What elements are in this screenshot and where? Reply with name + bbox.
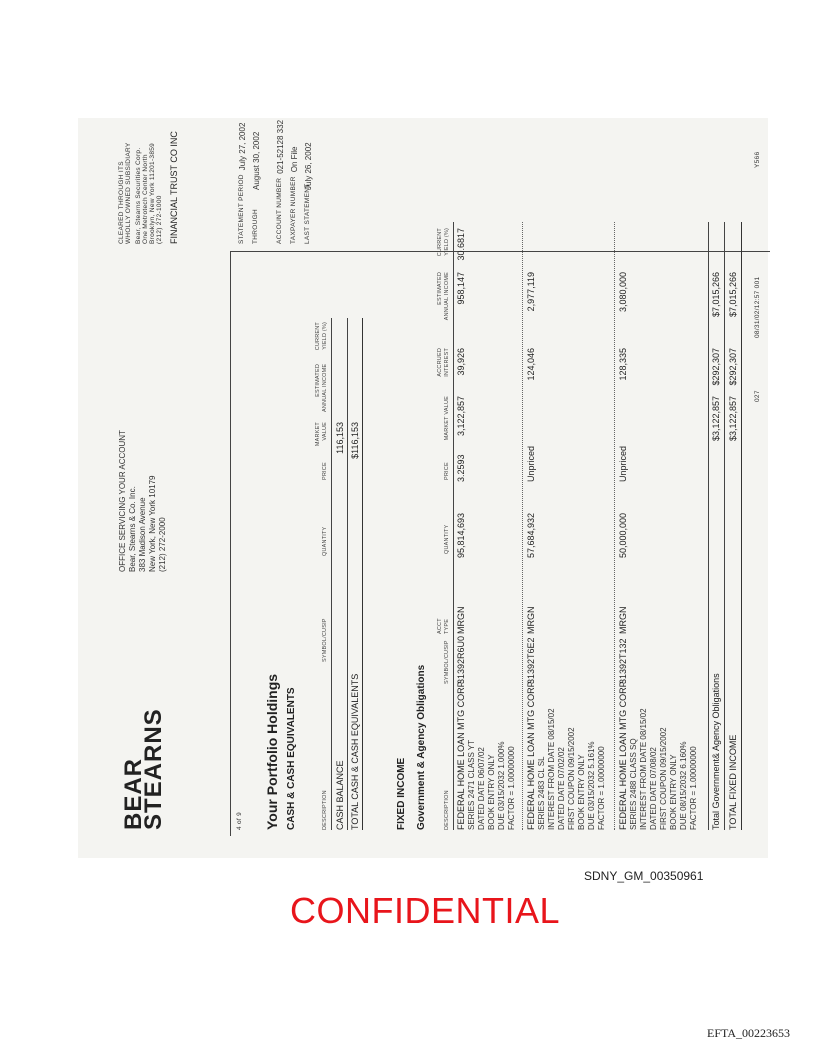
price-3: Unpriced xyxy=(618,445,628,482)
cash-balance-label: CASH BALANCE xyxy=(335,760,345,830)
account-name: FINANCIAL TRUST CO INC xyxy=(169,131,179,244)
clearing-line: Bear, Stearns Securities Corp. xyxy=(135,147,142,244)
office-line: Bear, Stearns & Co. Inc. xyxy=(128,486,137,572)
cash-total-label: TOTAL CASH & CASH EQUIVALENTS xyxy=(350,673,360,830)
cash-section-heading: CASH & CASH EQUIVALENTS xyxy=(286,687,297,830)
fi-col-acct-type xyxy=(437,618,451,634)
quantity-3: 50,000,000 xyxy=(618,512,628,558)
bond-description-1 xyxy=(456,681,517,830)
bond-description-3 xyxy=(618,681,699,830)
scanned-statement-page xyxy=(78,118,768,858)
col-market-value xyxy=(315,422,329,462)
description-line: SERIES 2488 CLASS SQ xyxy=(629,738,638,830)
taxpayer-label: TAXPAYER NUMBER xyxy=(290,176,297,244)
description-line: DATED DATE 07/08/02 xyxy=(649,747,658,830)
confidential-stamp: CONFIDENTIAL xyxy=(290,890,561,931)
cash-total-value: $116,153 xyxy=(350,422,360,459)
description-line: FIRST COUPON 09/15/2002 xyxy=(659,727,668,830)
yield-1: 30.6817 xyxy=(456,228,466,261)
description-line: BOOK ENTRY ONLY xyxy=(577,754,586,830)
cusip-3: 31392T132 xyxy=(618,638,628,684)
description-line: BOOK ENTRY ONLY xyxy=(487,754,496,830)
clearing-line: Brooklyn, New York 11201-3859 xyxy=(149,142,156,244)
accrued-3: 128,335 xyxy=(618,348,628,381)
clearing-line: (212) 272-1000 xyxy=(156,195,163,244)
est-income-3: 3,080,000 xyxy=(618,272,628,313)
fi-col-description: DESCRIPTION xyxy=(444,790,450,830)
col-symbol: SYMBOL/CUSIP xyxy=(322,618,328,662)
rotated-statement-content xyxy=(78,118,768,858)
description-line: SERIES 2483 CL SL xyxy=(537,756,546,830)
fi-col-estimated-income xyxy=(437,272,451,328)
clearing-heading: WHOLLY OWNED SUBSIDIARY xyxy=(125,142,132,244)
total-gov-market-value: $3,122,857 xyxy=(711,396,721,442)
description-line: FEDERAL HOME LOAN MTG CORP xyxy=(618,681,628,830)
accrued-1: 39,926 xyxy=(456,348,466,376)
total-gov-rule xyxy=(724,222,725,830)
last-statement-value: July 26, 2002 xyxy=(304,142,313,190)
cash-balance-value: 116,153 xyxy=(335,422,345,454)
fi-header-rule xyxy=(453,222,454,830)
acct-type-2: MRGN xyxy=(526,606,536,634)
last-statement-label: LAST STATEMENT xyxy=(304,183,311,244)
through-value: August 30, 2002 xyxy=(252,131,261,190)
quantity-1: 95,814,693 xyxy=(456,512,466,558)
fixed-income-heading: FIXED INCOME xyxy=(396,757,407,830)
total-fixed-accrued: $292,307 xyxy=(728,348,738,386)
totals-rule xyxy=(708,222,709,830)
description-line: FEDERAL HOME LOAN MTG CORP xyxy=(526,681,536,830)
total-fixed-label: TOTAL FIXED INCOME xyxy=(728,734,738,830)
total-fixed-rule xyxy=(741,222,742,830)
col-description: DESCRIPTION xyxy=(322,790,328,830)
total-gov-income: $7,015,266 xyxy=(711,272,721,318)
fi-col-accrued xyxy=(437,348,451,388)
bond-description-2 xyxy=(526,681,607,830)
row-separator xyxy=(614,222,615,830)
description-line: INTEREST FROM DATE 08/15/02 xyxy=(547,708,556,830)
footer-timestamp: 08/31/02/12:57 001 xyxy=(754,276,761,338)
header-line: ANNUAL INCOME xyxy=(444,272,450,321)
description-line: DUE 03/15/2032 1.000% xyxy=(497,741,506,830)
header-line: ACCRUED xyxy=(437,348,443,377)
col-current-yield xyxy=(315,322,329,358)
header-rule xyxy=(230,252,231,836)
statement-period-label: STATEMENT PERIOD xyxy=(238,174,245,244)
fi-col-current-yield xyxy=(437,228,451,268)
header-line: ANNUAL INCOME xyxy=(322,363,328,412)
bates-number: SDNY_GM_00350961 xyxy=(584,869,704,883)
col-estimated-income xyxy=(315,364,329,412)
total-fixed-market-value: $3,122,857 xyxy=(728,396,738,442)
bear-stearns-logo xyxy=(120,708,167,830)
header-line: ESTIMATED xyxy=(315,364,321,397)
office-line: (212) 272-2000 xyxy=(158,517,167,572)
clearing-line: One Metrotech Center North xyxy=(142,154,149,244)
cusip-1: 31392R6U0 xyxy=(456,635,466,684)
col-price: PRICE xyxy=(322,462,328,480)
total-gov-label: Total Government& Agency Obligations xyxy=(711,673,721,830)
est-income-1: 958,147 xyxy=(456,272,466,305)
accrued-2: 124,046 xyxy=(526,348,536,381)
acct-type-3: MRGN xyxy=(618,606,628,634)
header-line: ESTIMATED xyxy=(437,272,443,305)
cash-header-rule xyxy=(331,318,332,830)
through-label: THROUGH xyxy=(252,209,259,244)
clearing-block xyxy=(118,131,180,244)
total-gov-accrued: $292,307 xyxy=(711,348,721,386)
header-line: CURRENT xyxy=(315,322,321,351)
header-line: VALUE xyxy=(322,422,328,441)
description-line: FACTOR = 1.00000000 xyxy=(689,746,698,830)
est-income-2: 2,977,119 xyxy=(526,272,536,312)
acct-type-1: MRGN xyxy=(456,606,466,634)
header-line: MARKET xyxy=(315,422,321,447)
fi-col-quantity: QUANTITY xyxy=(444,524,450,554)
row-separator xyxy=(522,222,523,830)
footer-code: 027 xyxy=(754,390,761,402)
office-servicing-block xyxy=(118,430,168,572)
office-heading: OFFICE SERVICING YOUR ACCOUNT xyxy=(118,430,127,572)
vertical-divider xyxy=(230,251,770,252)
header-line: INTEREST xyxy=(444,348,450,377)
description-line: SERIES 2471 CLASS YT xyxy=(467,739,476,830)
logo-line-1: BEAR xyxy=(120,757,147,830)
header-line: YIELD (%) xyxy=(322,322,328,350)
account-number-label: ACCOUNT NUMBER xyxy=(276,177,283,244)
page-title: Your Portfolio Holdings xyxy=(264,673,280,830)
office-line: 383 Madison Avenue xyxy=(138,497,147,572)
taxpayer-value: On File xyxy=(290,146,299,173)
cusip-2: 31392T6E2 xyxy=(526,637,536,684)
statement-period-value: July 27, 2002 xyxy=(238,122,247,171)
clearing-heading: CLEARED THROUGH ITS xyxy=(118,161,125,244)
account-number-value: 021-52128 332 xyxy=(276,119,285,174)
description-line: FACTOR = 1.00000000 xyxy=(507,746,516,830)
price-1: 3.2593 xyxy=(456,454,466,482)
logo-line-2: STEARNS xyxy=(140,708,167,830)
description-line: DATED DATE 06/07/02 xyxy=(477,747,486,830)
cash-row-rule xyxy=(347,318,348,830)
fi-col-market-value: MARKET VALUE xyxy=(444,396,450,441)
efta-number: EFTA_00223653 xyxy=(707,1026,791,1040)
description-line: DATED DATE 07/02/02 xyxy=(557,747,566,830)
cash-total-rule xyxy=(362,318,363,830)
fi-col-price: PRICE xyxy=(444,462,450,480)
quantity-2: 57,684,932 xyxy=(526,512,536,558)
header-line: CURRENT xyxy=(437,228,443,257)
office-line: New York, New York 10179 xyxy=(148,475,157,572)
total-fixed-income: $7,015,266 xyxy=(728,272,738,318)
description-line: BOOK ENTRY ONLY xyxy=(669,754,678,830)
page-indicator: 4 of 9 xyxy=(236,811,243,830)
description-line: INTEREST FROM DATE 08/15/02 xyxy=(639,708,648,830)
footer-code-2: Y566 xyxy=(754,151,761,168)
header-line: YIELD (%) xyxy=(444,228,450,256)
fi-col-symbol: SYMBOL/CUSIP xyxy=(444,640,450,684)
market-value-1: 3,122,857 xyxy=(456,396,466,437)
description-line: DUE 08/15/2032 6.160% xyxy=(679,741,688,830)
header-line: TYPE xyxy=(444,618,450,634)
col-quantity: QUANTITY xyxy=(322,526,328,556)
header-line: ACCT xyxy=(437,618,443,634)
description-line: FEDERAL HOME LOAN MTG CORP xyxy=(456,681,466,830)
description-line: FACTOR = 1.00000000 xyxy=(597,746,606,830)
description-line: DUE 03/15/2032 5.161% xyxy=(587,741,596,830)
account-info-block xyxy=(238,119,314,244)
gov-agency-subheading: Government & Agency Obligations xyxy=(416,664,427,830)
description-line: FIRST COUPON 09/15/2002 xyxy=(567,727,576,830)
price-2: Unpriced xyxy=(526,445,536,482)
